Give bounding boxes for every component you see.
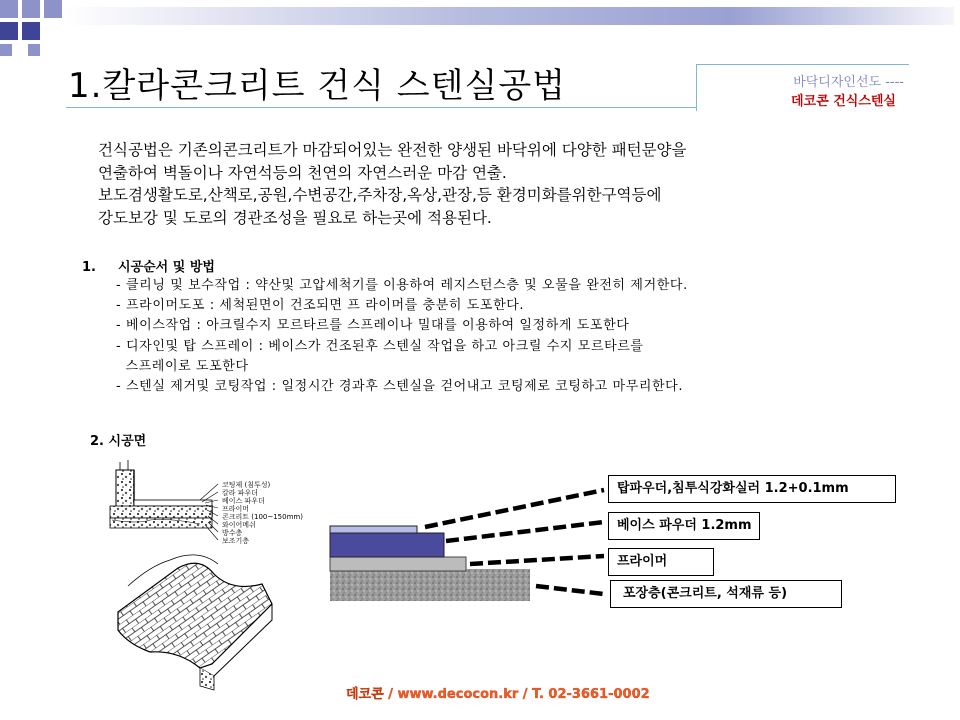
section-drawing <box>110 460 218 540</box>
pavement-layer <box>330 569 530 601</box>
brick-pattern-drawing <box>118 555 272 690</box>
slide-title: 1.칼라콘크리트 건식 스텐실공법 <box>68 66 567 106</box>
step-item: 스프레이로 도포한다 <box>116 358 249 374</box>
brand-tagline: 바닥디자인선도 ---- <box>793 75 904 90</box>
section2-heading: 2. 시공면 <box>90 434 147 449</box>
section-label: 콘크리트 (100~150mm) <box>222 513 303 521</box>
top-powder-layer <box>330 526 417 533</box>
intro-line: 강도보강 및 도로의 경관조성을 필요로 하는곳에 적용된다. <box>98 208 492 227</box>
section-label: 코팅제 (침투성) <box>222 481 271 489</box>
section-label: 베이스 파우더 <box>222 497 265 505</box>
step-item: - 베이스작업 : 아크릴수지 모르타르를 스프레이나 밀대를 이용하여 일정하게 도포한다 <box>116 318 630 334</box>
layer-label-base-powder: 베이스 파우더 1.2mm <box>608 512 760 540</box>
base-powder-layer <box>330 533 444 557</box>
section-label: 와이어메쉬 <box>222 521 256 529</box>
intro-line: 연출하여 벽돌이나 자연석등의 천연의 자연스러운 마감 연출. <box>98 163 507 182</box>
step-item: - 프라이머도포 : 세척된면이 건조되면 프 라이머를 충분히 도포한다. <box>116 298 525 314</box>
section1-title: 시공순서 및 방법 <box>118 260 215 275</box>
step-item: - 스텐실 제거및 코팅작업 : 일정시간 경과후 스텐실을 걷어내고 코팅제로 코팅하고 마무리한다. <box>116 379 684 395</box>
step-item: - 클리닝 및 보수작업 : 약산및 고압세척기를 이용하여 레지스턴스층 및 오물을 완전히 제거한다. <box>116 278 688 293</box>
section-label: 방수층 <box>222 529 243 537</box>
step-item: - 디자인및 탑 스프레이 : 베이스가 건조된후 스텐실 작업을 하고 아크릴 수지 모르타르를 <box>116 338 644 354</box>
brand-name: 데코콘 건식스텐실 <box>791 94 896 109</box>
layer-label-top-powder: 탑파우더,침투식강화실러 1.2+0.1mm <box>608 475 896 503</box>
section-label: 칼라 파우더 <box>222 489 259 497</box>
layer-label-primer: 프라이머 <box>608 548 714 576</box>
intro-line: 보도겸생활도로,산책로,공원,수변공간,주차장,옥상,관장,등 환경미화를위한구역등에 <box>98 186 662 204</box>
intro-line: 건식공법은 기존의콘크리트가 마감되어있는 완전한 양생된 바닥위에 다양한 패턴문양을 <box>98 141 687 159</box>
section-label: 프라이머 <box>222 505 250 513</box>
section-label: 보조기층 <box>222 537 250 545</box>
layer-diagram <box>330 490 604 601</box>
primer-layer <box>330 557 466 571</box>
footer-contact: 데코콘 / www.decocon.kr / T. 02-3661-0002 <box>346 687 650 702</box>
layer-label-pavement: 포장층(콘크리트, 석재류 등) <box>610 580 842 608</box>
section1-number: 1. <box>82 260 96 275</box>
